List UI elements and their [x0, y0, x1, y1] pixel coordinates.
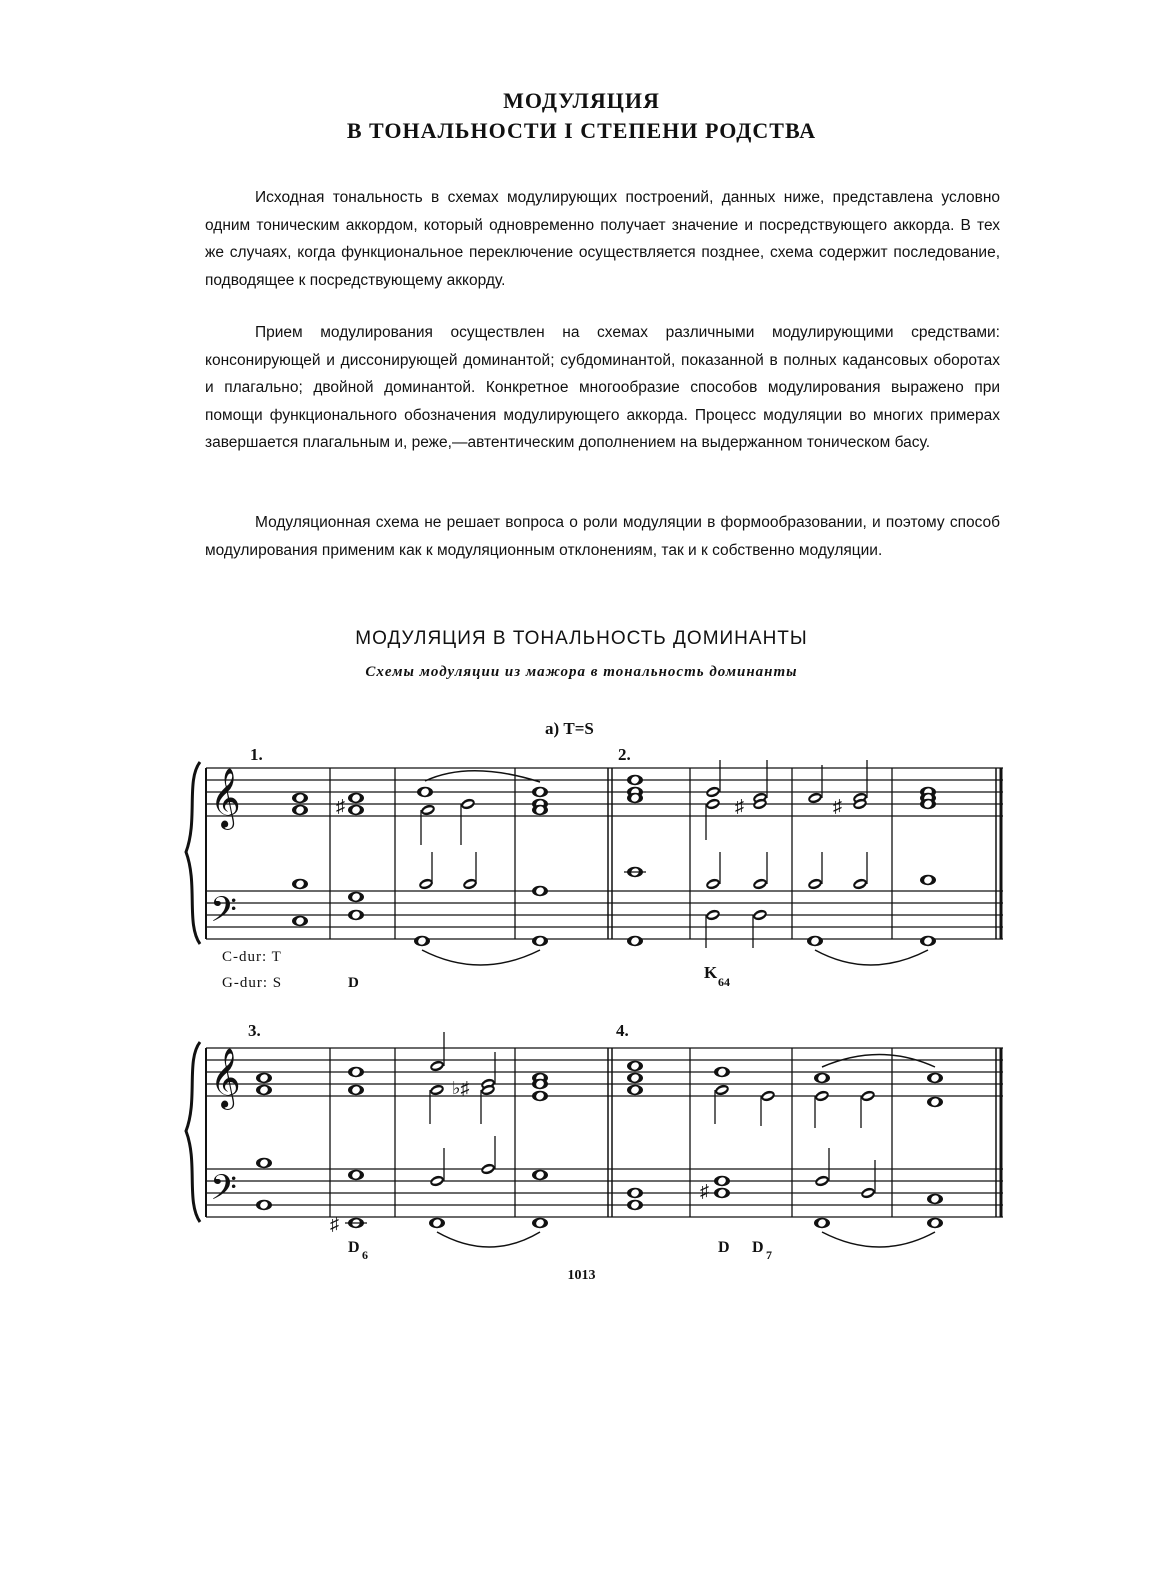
svg-text:♯: ♯	[330, 1214, 339, 1234]
svg-text:♯: ♯	[735, 796, 744, 816]
svg-text:♭♯: ♭♯	[452, 1078, 470, 1098]
example-number-3: 3.	[248, 1021, 261, 1040]
svg-text:♯: ♯	[833, 796, 842, 816]
variant-label: а) T=S	[545, 719, 594, 738]
paragraph-2: Прием модулирования осуществлен на схемах различными модулирующими средствами: консонирующей и диссонирующей доминантой; субдоминантой, показанной в полных кадансовых оборотах и плагально; двойной доминантой. Конкретное многообразие способов модулирования выражено при помощи функционального обозначения модулирующего аккорда. Процесс модуляции во многих примерах завершается плагальным и, реже,—автентическим дополнением на выдержанном тоническом басу.	[205, 324, 1000, 451]
label-d7-sub: 7	[766, 1248, 772, 1262]
bass-clef-icon: 𝄢	[210, 892, 238, 938]
example-number-4: 4.	[616, 1021, 629, 1040]
music-system-1	[186, 745, 1003, 991]
label-d-2: D	[718, 1239, 730, 1256]
brace-1	[186, 762, 200, 944]
treble-clef-icon: 𝄞	[210, 770, 241, 827]
label-k-sub: 64	[718, 975, 730, 989]
treble-clef-icon-2: 𝄞	[210, 1050, 241, 1107]
label-d7: D	[752, 1239, 764, 1256]
label-g-dur-s: G-dur: S	[222, 975, 283, 991]
example-number-2: 2.	[618, 745, 631, 764]
page-title-line2: В ТОНАЛЬНОСТИ I СТЕПЕНИ РОДСТВА	[346, 118, 817, 143]
paragraph-3: Модуляционная схема не решает вопроса о роли модуляции в формообразовании, и поэтому способ модулирования применим как к модуляционным отклонениям, так и к собственно модуляции.	[205, 514, 1000, 559]
label-d-1: D	[348, 975, 359, 991]
section-heading: МОДУЛЯЦИЯ В ТОНАЛЬНОСТЬ ДОМИНАНТЫ	[355, 628, 808, 649]
bass-clef-icon-2: 𝄢	[210, 1170, 238, 1216]
paragraph-1: Исходная тональность в схемах модулирующих построений, данных ниже, представлена условно одним тоническим аккордом, который одновременно получает значение и посредствующего аккорда. В тех же случаях, когда функциональное переключение осуществляется позднее, схема содержит последование, подводящее к посредствующему аккорду.	[205, 189, 1000, 289]
label-k: K	[704, 963, 718, 982]
label-d6-sub: 6	[362, 1248, 368, 1262]
page-title-line1: МОДУЛЯЦИЯ	[503, 88, 660, 113]
example-number-1: 1.	[250, 745, 263, 764]
brace-2	[186, 1042, 200, 1222]
svg-text:♯: ♯	[700, 1181, 709, 1201]
bass-staff-1	[206, 891, 1003, 939]
treble-staff-1	[206, 768, 1003, 816]
music-system-2	[186, 1021, 1003, 1262]
page-number: 1013	[567, 1268, 596, 1283]
label-d6: D	[348, 1239, 360, 1256]
label-c-dur-t: С-dur: T	[222, 949, 282, 965]
section-subheading: Схемы модуляции из мажора в тональность доминанты	[365, 664, 798, 680]
bass-staff-2	[206, 1169, 1003, 1217]
svg-text:♯: ♯	[336, 796, 345, 816]
